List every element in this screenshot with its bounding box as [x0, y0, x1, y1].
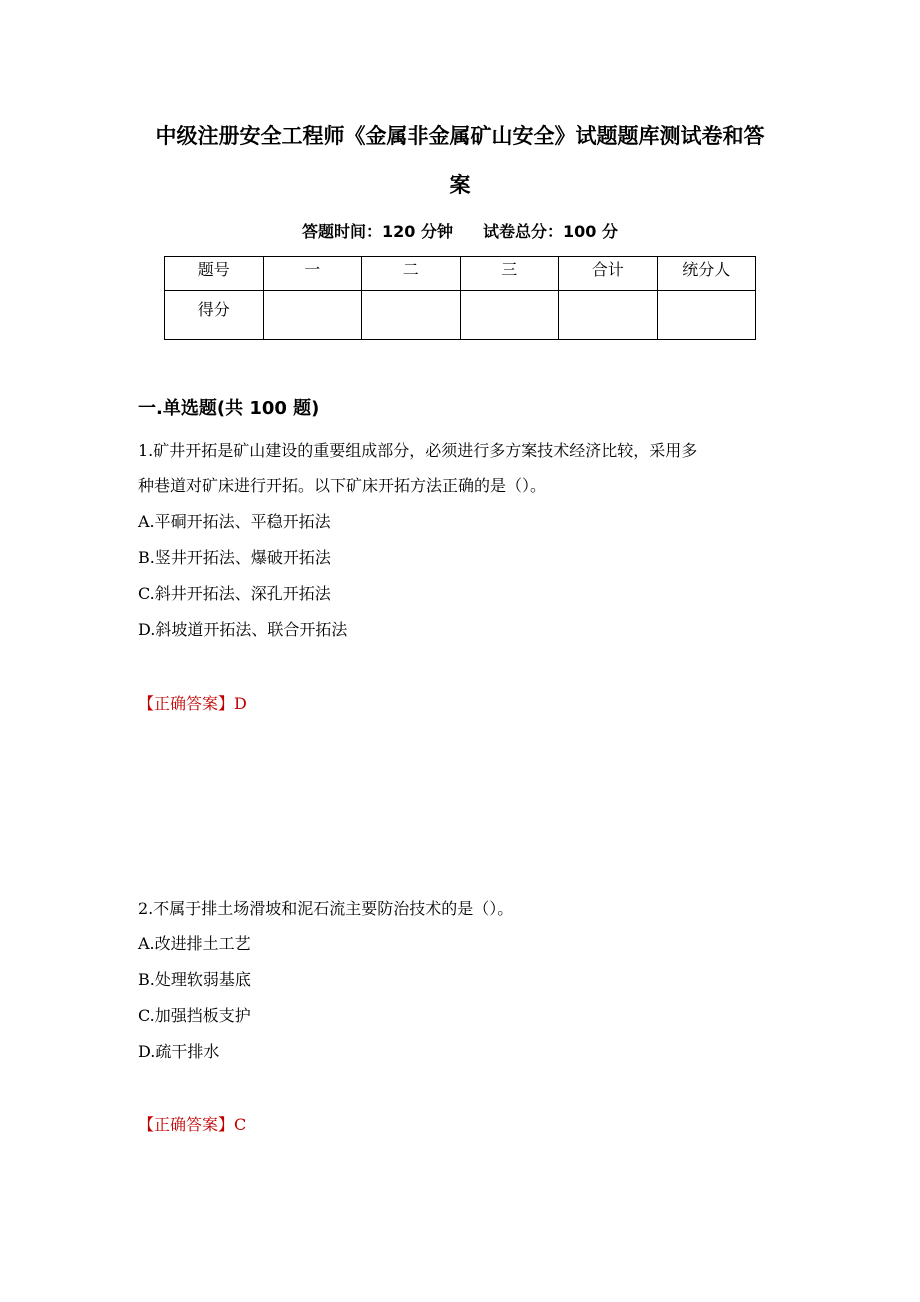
- exam-info: [0, 221, 920, 243]
- question-2-option-c: C.加强挡板支护: [138, 1006, 251, 1025]
- score-table-header-row: [165, 257, 756, 291]
- question-2-answer: 【正确答案】C: [138, 1115, 247, 1134]
- score-table-header: 统分人: [657, 257, 756, 291]
- question-1-option-b: B.竖井开拓法、爆破开拓法: [138, 548, 331, 567]
- section-title: 一.单选题(共 100 题): [138, 398, 320, 419]
- score-cell: [460, 291, 559, 340]
- score-table-header: 一: [263, 257, 362, 291]
- question-1-stem-line-2: 种巷道对矿床进行开拓。以下矿床开拓方法正确的是（）。: [138, 476, 547, 495]
- score-table-header: 题号: [165, 257, 264, 291]
- score-cell: [657, 291, 756, 340]
- question-1-option-d: D.斜坡道开拓法、联合开拓法: [138, 620, 348, 639]
- score-table: [164, 256, 756, 340]
- score-cell: [362, 291, 461, 340]
- question-1-answer: 【正确答案】D: [138, 694, 247, 713]
- score-row-label: 得分: [165, 291, 264, 340]
- exam-time: 答题时间：120 分钟: [302, 222, 453, 241]
- question-2-option-b: B.处理软弱基底: [138, 970, 251, 989]
- question-2-stem-line-1: 2.不属于排土场滑坡和泥石流主要防治技术的是（）。: [138, 899, 514, 918]
- question-1-stem-line-1: 1.矿井开拓是矿山建设的重要组成部分，必须进行多方案技术经济比较，采用多: [138, 441, 698, 460]
- score-cell: [263, 291, 362, 340]
- document-title-line-2: 案: [449, 173, 471, 197]
- score-table-header: 三: [460, 257, 559, 291]
- score-table-header: 二: [362, 257, 461, 291]
- score-table-score-row: [165, 291, 756, 340]
- question-1-option-a: A.平硐开拓法、平稳开拓法: [138, 512, 331, 531]
- question-2-option-d: D.疏干排水: [138, 1042, 220, 1061]
- document-title-line-1: 中级注册安全工程师《金属非金属矿山安全》试题题库测试卷和答: [155, 124, 765, 148]
- exam-total-score: 试卷总分：100 分: [483, 222, 618, 241]
- question-1-option-c: C.斜井开拓法、深孔开拓法: [138, 584, 331, 603]
- score-cell: [559, 291, 658, 340]
- question-2-option-a: A.改进排土工艺: [138, 934, 251, 953]
- score-table-header: 合计: [559, 257, 658, 291]
